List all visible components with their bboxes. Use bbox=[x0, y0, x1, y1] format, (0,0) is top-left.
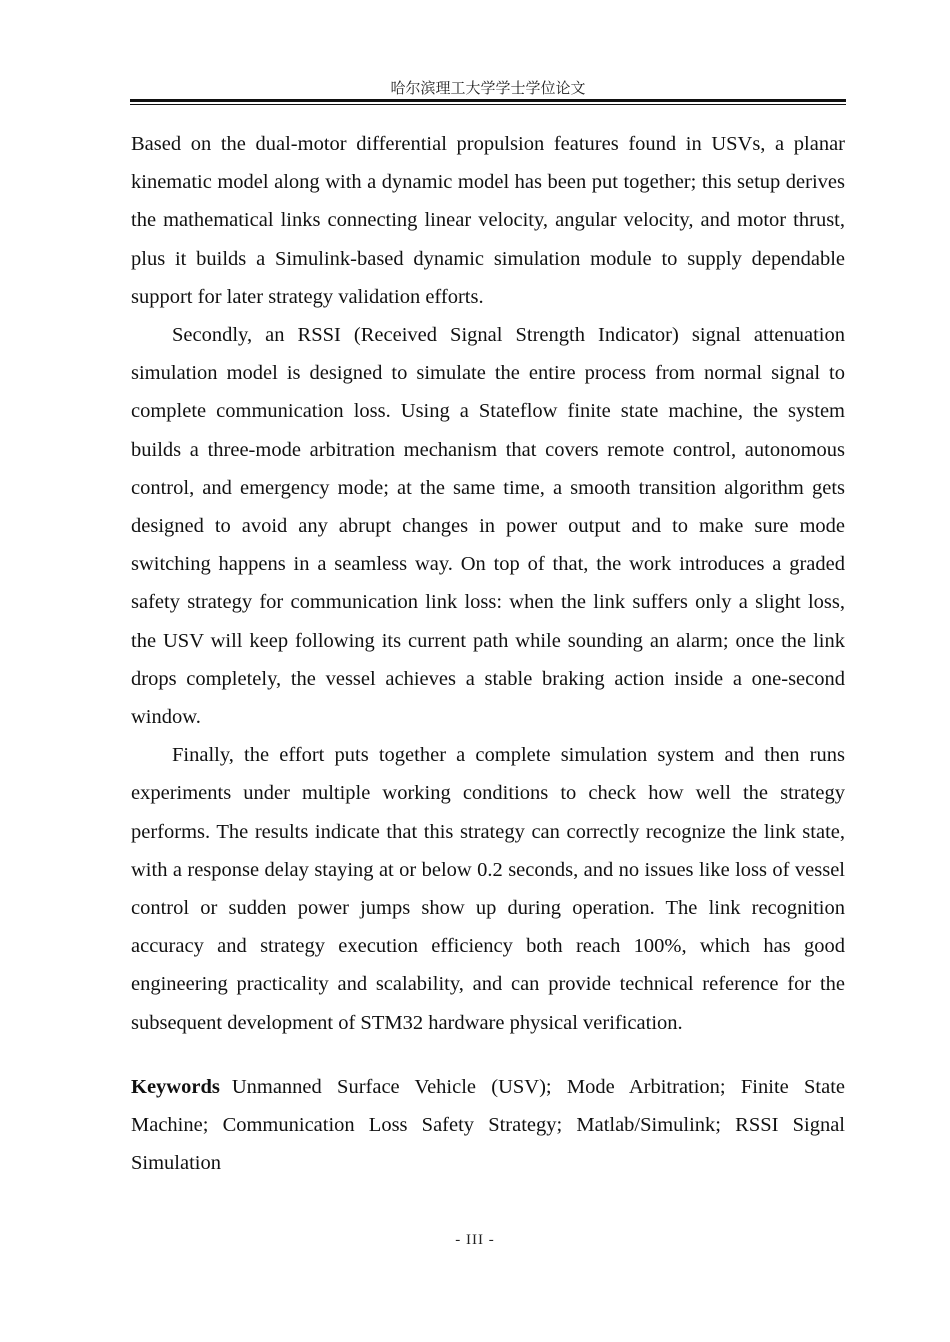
abstract-body bbox=[131, 125, 845, 1182]
keywords-text: Unmanned Surface Vehicle (USV); Mode Arbitration; Finite State Machine; Communication Loss Safety Strategy; Matlab/Simulink; RSSI Signal Simulation bbox=[131, 1075, 845, 1175]
abstract-paragraph-2: Secondly, an RSSI (Received Signal Strength Indicator) signal attenuation simulation model is designed to simulate the entire process from normal signal to complete communication loss. Using a Stateflow finite state machine, the system builds a three-mode arbitration mechanism that covers remote control, autonomous control, and emergency mode; at the same time, a smooth transition algorithm gets designed to avoid any abrupt changes in power output and to make sure mode switching happens in a seamless way. On top of that, the work introduces a graded safety strategy for communication link loss: when the link suffers only a slight loss, the USV will keep following its current path while sounding an alarm; once the link drops completely, the vessel achieves a stable braking action inside a one-second window. bbox=[131, 324, 845, 729]
abstract-paragraph-1: Based on the dual-motor differential propulsion features found in USVs, a planar kinematic model along with a dynamic model has been put together; this setup derives the mathematical links connecting linear velocity, angular velocity, and motor thrust, plus it builds a Simulink-based dynamic simulation module to supply dependable support for later strategy validation efforts. bbox=[131, 133, 845, 308]
page-number: - III - bbox=[455, 1232, 495, 1248]
header-rule-thin bbox=[130, 104, 846, 105]
keywords-line bbox=[131, 1068, 845, 1183]
running-header: 哈尔滨理工大学学士学位论文 bbox=[390, 79, 586, 97]
keywords-label: Keywords bbox=[131, 1075, 220, 1098]
header-rule-thick bbox=[130, 99, 846, 102]
abstract-paragraph-3: Finally, the effort puts together a complete simulation system and then runs experiments under multiple working conditions to check how well the strategy performs. The results indicate that this strategy can correctly recognize the link state, with a response delay staying at or below 0.2 seconds, and no issues like loss of vessel control or sudden power jumps show up during operation. The link recognition accuracy and strategy execution efficiency both reach 100%, which has good engineering practicality and scalability, and can provide technical reference for the subsequent development of STM32 hardware physical verification. bbox=[131, 744, 845, 1034]
